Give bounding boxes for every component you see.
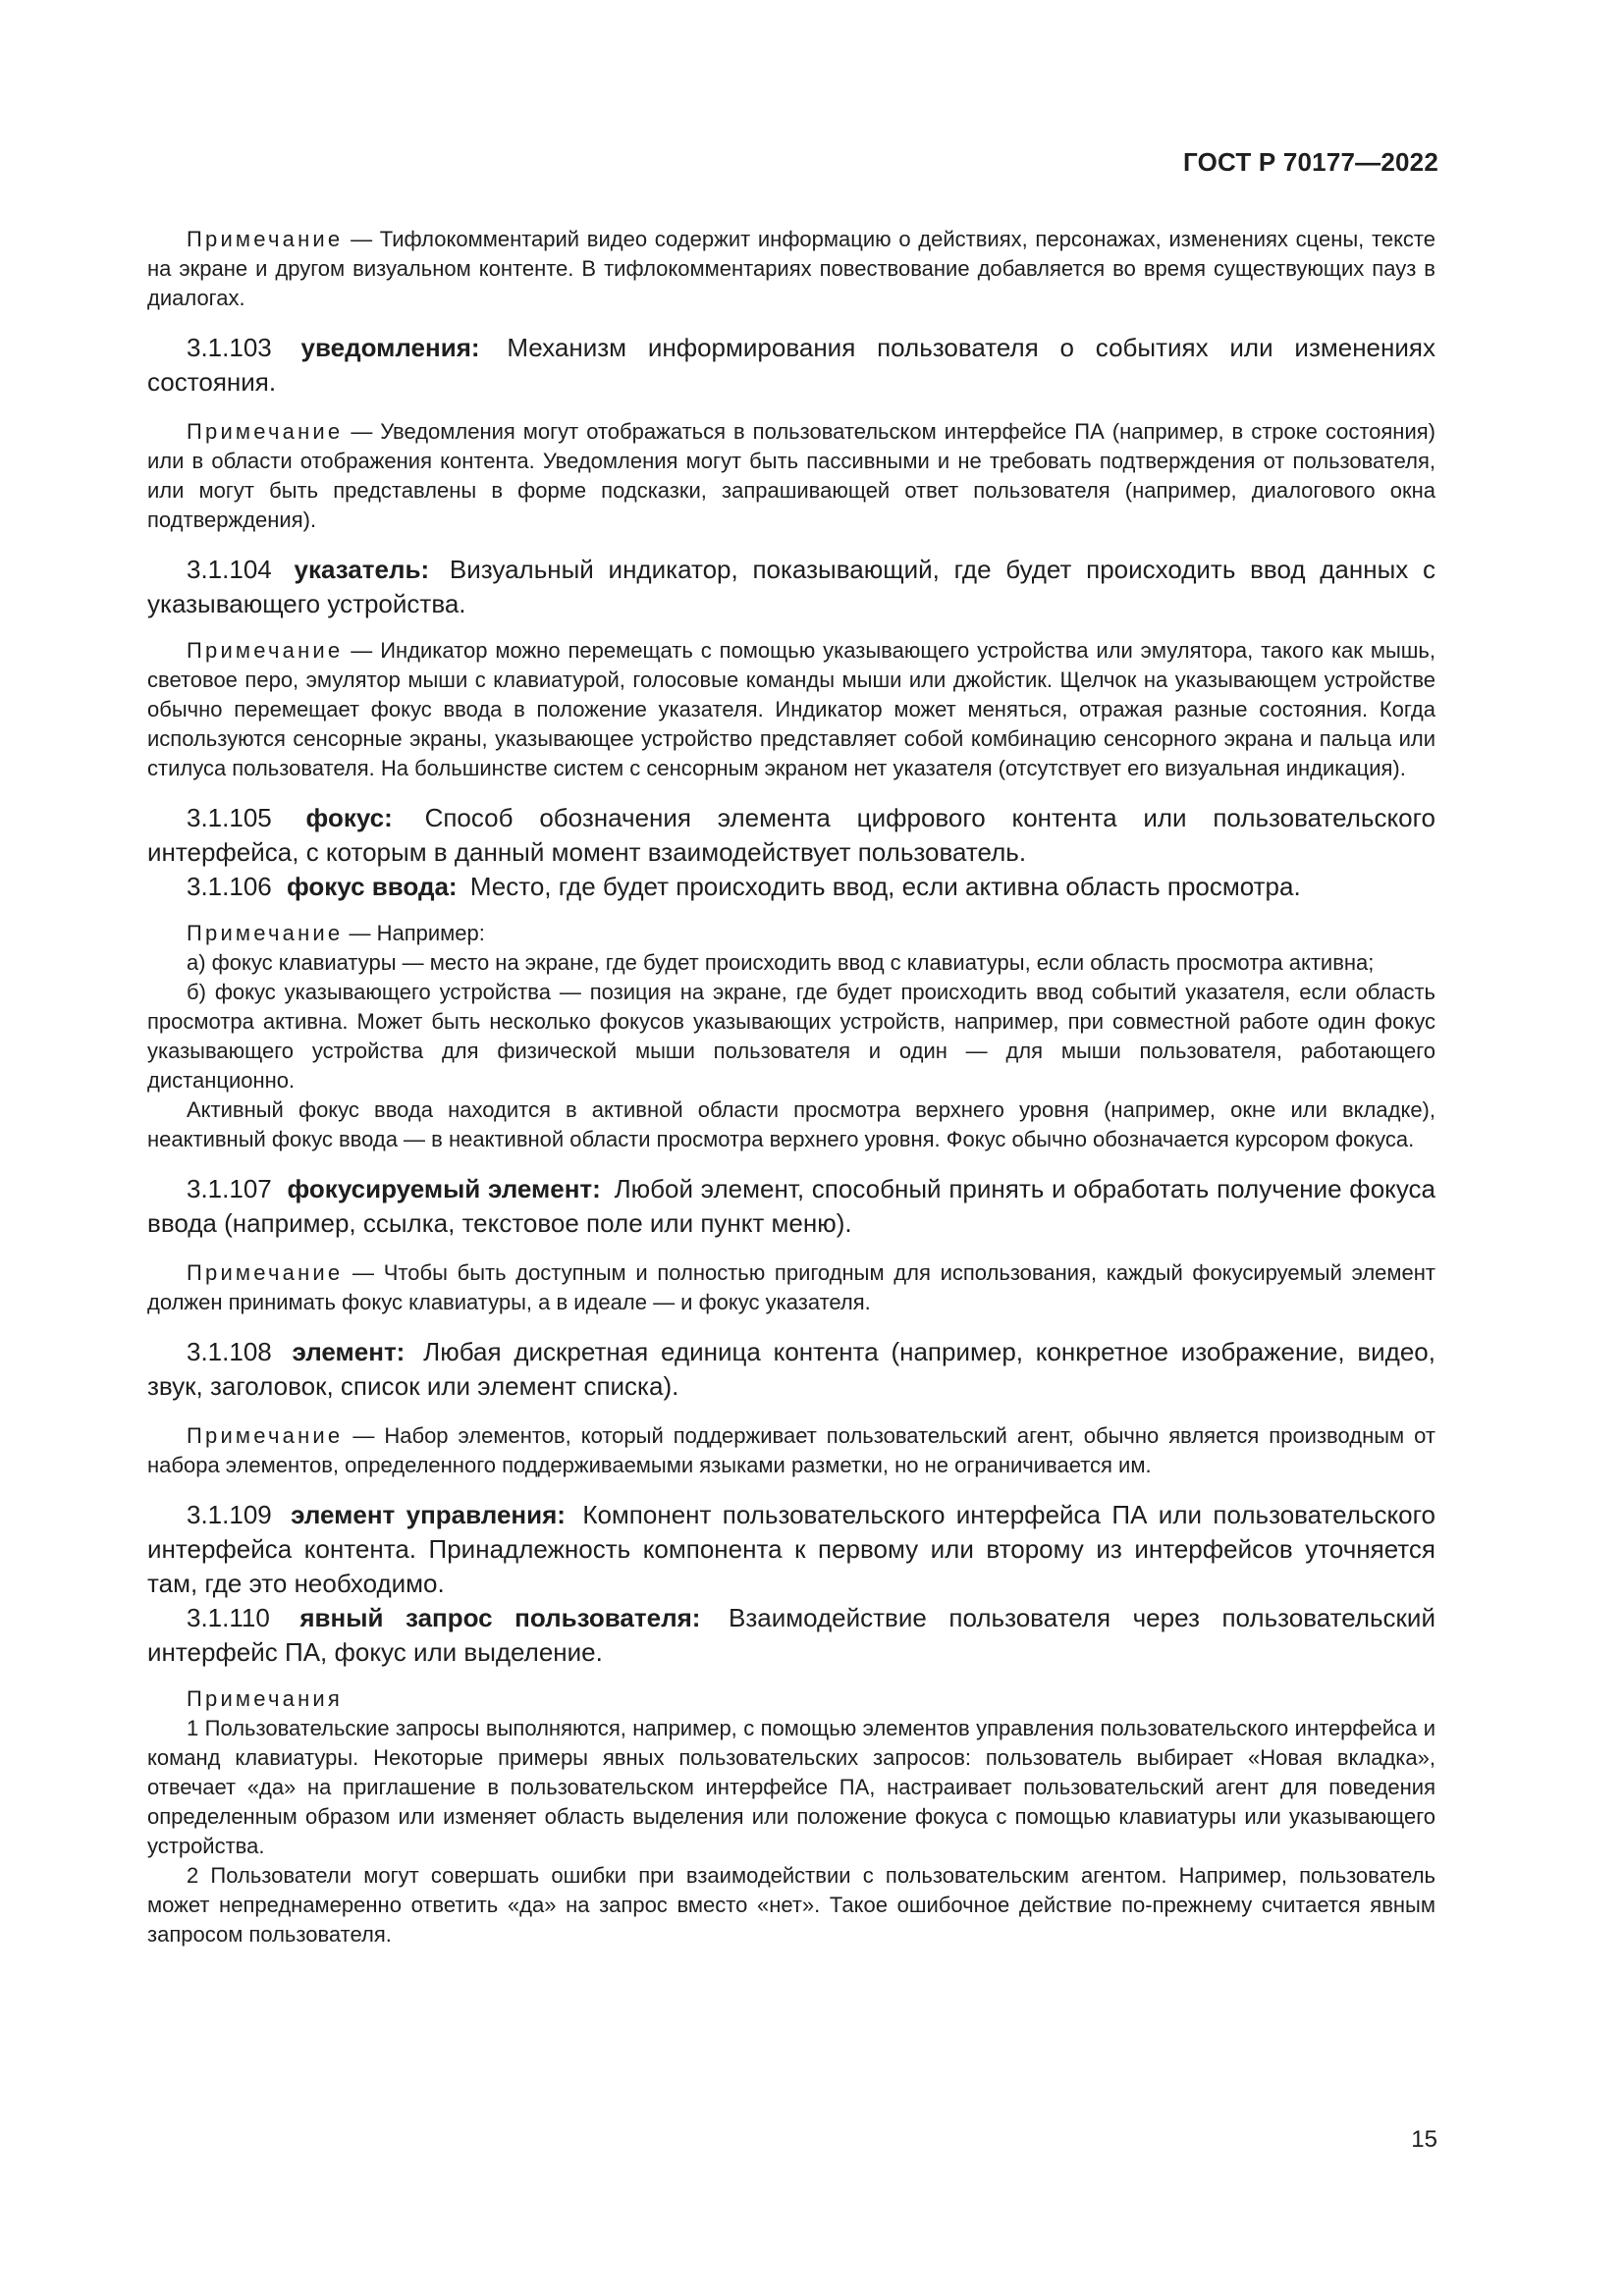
document-body — [147, 225, 1435, 1949]
term-3-1-106 — [147, 870, 1435, 904]
note-dash: — — [352, 1260, 375, 1285]
note-dash: — — [351, 419, 373, 444]
note-label: Примечание — [187, 419, 344, 444]
term-number: 3.1.108 — [187, 1337, 272, 1366]
note-dash: — — [351, 638, 373, 663]
term-number: 3.1.109 — [187, 1500, 272, 1529]
term-3-1-107 — [147, 1172, 1435, 1241]
term-definition: Любой элемент, способный принять и обработать получение фокуса ввода (например, ссылка, текстовое поле или пункт меню). — [147, 1174, 1435, 1238]
note-paragraph — [147, 417, 1435, 535]
term-name: фокусируемый элемент: — [287, 1174, 601, 1203]
document-code-header: ГОСТ Р 70177—2022 — [1183, 147, 1438, 177]
note-label: Примечание — [187, 1423, 344, 1448]
note-paragraph — [147, 636, 1435, 783]
term-definition: Визуальный индикатор, показывающий, где будет происходить ввод данных с указывающего устройства. — [147, 555, 1435, 618]
note-item-a: а) фокус клавиатуры — место на экране, где будет происходить ввод с клавиатуры, если область просмотра активна; — [187, 950, 1375, 975]
note-label: Примечание — [187, 921, 344, 945]
note-dash: — — [351, 227, 373, 251]
term-definition: Компонент пользовательского интерфейса ПА или пользовательского интерфейса контента. Принадлежность компонента к первому или второму из интерфейсов уточняется там, где это необходимо. — [147, 1500, 1435, 1598]
page-number: 15 — [1411, 2126, 1437, 2153]
term-definition: Механизм информирования пользователя о событиях или изменениях состояния. — [147, 333, 1435, 397]
note-continuation: Активный фокус ввода находится в активной области просмотра верхнего уровня (например, окне или вкладке), неактивный фокус ввода — в неактивной области просмотра верхнего уровня. Фокус обычно обозначается курсором фокуса. — [147, 1097, 1435, 1151]
note-text: Индикатор можно перемещать с помощью указывающего устройства или эмулятора, такого как мышь, световое перо, эмулятор мыши с клавиатурой, голосовые команды мыши или джойстик. Щелчок на указывающем устройстве обычно перемещает фокус ввода в положение указателя. Индикатор может меняться, отражая разные состояния. Когда используются сенсорные экраны, указывающее устройство представляет собой комбинацию сенсорного экрана и пальца или стилуса пользователя. На большинстве систем с сенсорным экраном нет указателя (отсутствует его визуальная индикация). — [147, 638, 1435, 780]
term-definition: Взаимодействие пользователя через пользовательский интерфейс ПА, фокус или выделение. — [147, 1603, 1435, 1667]
notes-heading — [147, 1684, 1435, 1714]
note-label: Примечание — [187, 227, 344, 251]
term-name: элемент управления: — [291, 1500, 566, 1529]
term-3-1-108 — [147, 1335, 1435, 1404]
term-name: уведомления: — [300, 333, 480, 362]
term-name: фокус: — [305, 803, 393, 832]
notes-label: Примечания — [187, 1686, 344, 1711]
term-3-1-104 — [147, 553, 1435, 621]
note-item-b: б) фокус указывающего устройства — позиция на экране, где будет происходить ввод событий указателя, если область просмотра активна. Может быть несколько фокусов указывающих устройств, например, при совместной работе один фокус указывающего устройства для физической мыши пользователя и один — для мыши пользователя, работающего дистанционно. — [147, 980, 1435, 1093]
note-text: Например: — [376, 921, 485, 945]
note-dash: — — [352, 1423, 375, 1448]
term-number: 3.1.110 — [187, 1603, 270, 1632]
note-label: Примечание — [187, 638, 344, 663]
note-label: Примечание — [187, 1260, 344, 1285]
note-text: Набор элементов, который поддерживает пользовательский агент, обычно является производным от набора элементов, определенного поддерживаемыми языками разметки, но не ограничивается им. — [147, 1423, 1435, 1477]
term-definition: Место, где будет происходить ввод, если активна область просмотра. — [469, 872, 1301, 901]
term-name: элемент: — [292, 1337, 406, 1366]
term-3-1-110 — [147, 1601, 1435, 1670]
term-name: фокус ввода: — [286, 872, 458, 901]
term-3-1-105 — [147, 801, 1435, 870]
note-text: Чтобы быть доступным и полностью пригодным для использования, каждый фокусируемый элемент должен принимать фокус клавиатуры, а в идеале — и фокус указателя. — [147, 1260, 1435, 1314]
term-definition: Способ обозначения элемента цифрового контента или пользовательского интерфейса, с которым в данный момент взаимодействует пользователь. — [147, 803, 1435, 867]
term-definition: Любая дискретная единица контента (например, конкретное изображение, видео, звук, заголовок, список или элемент списка). — [147, 1337, 1435, 1401]
term-name: явный запрос пользователя: — [299, 1603, 701, 1632]
term-number: 3.1.107 — [187, 1174, 272, 1203]
note-paragraph — [147, 1421, 1435, 1480]
note-paragraph — [147, 1258, 1435, 1317]
note-item-2: 2 Пользователи могут совершать ошибки при взаимодействии с пользовательским агентом. Например, пользователь может непреднамеренно ответить «да» на запрос вместо «нет». Такое ошибочное действие по-прежнему считается явным запросом пользователя. — [147, 1863, 1435, 1947]
note-text: Уведомления могут отображаться в пользовательском интерфейсе ПА (например, в строке состояния) или в области отображения контента. Уведомления могут быть пассивными и не требовать подтверждения от пользователя, или могут быть представлены в форме подсказки, запрашивающей ответ пользователя (например, диалогового окна подтверждения). — [147, 419, 1435, 532]
note-text: Тифлокомментарий видео содержит информацию о действиях, персонажах, изменениях сцены, тексте на экране и другом визуальном контенте. В тифлокомментариях повествование добавляется во время существующих пауз в диалогах. — [147, 227, 1435, 310]
term-number: 3.1.104 — [187, 555, 272, 584]
term-3-1-103 — [147, 331, 1435, 400]
term-number: 3.1.103 — [187, 333, 272, 362]
note-dash: — — [349, 921, 371, 945]
term-3-1-109 — [147, 1498, 1435, 1601]
note-paragraph — [147, 919, 1435, 948]
term-name: указатель: — [294, 555, 430, 584]
term-number: 3.1.106 — [187, 872, 272, 901]
term-number: 3.1.105 — [187, 803, 272, 832]
note-paragraph — [147, 225, 1435, 313]
note-item-1: 1 Пользовательские запросы выполняются, например, с помощью элементов управления пользовательского интерфейса и команд клавиатуры. Некоторые примеры явных пользовательских запросов: пользователь выбирает «Новая вкладка», отвечает «да» на приглашение в пользовательском интерфейсе ПА, настраивает пользовательский агент для поведения определенным образом или изменяет область выделения или положение фокуса с помощью клавиатуры или указывающего устройства. — [147, 1716, 1435, 1858]
